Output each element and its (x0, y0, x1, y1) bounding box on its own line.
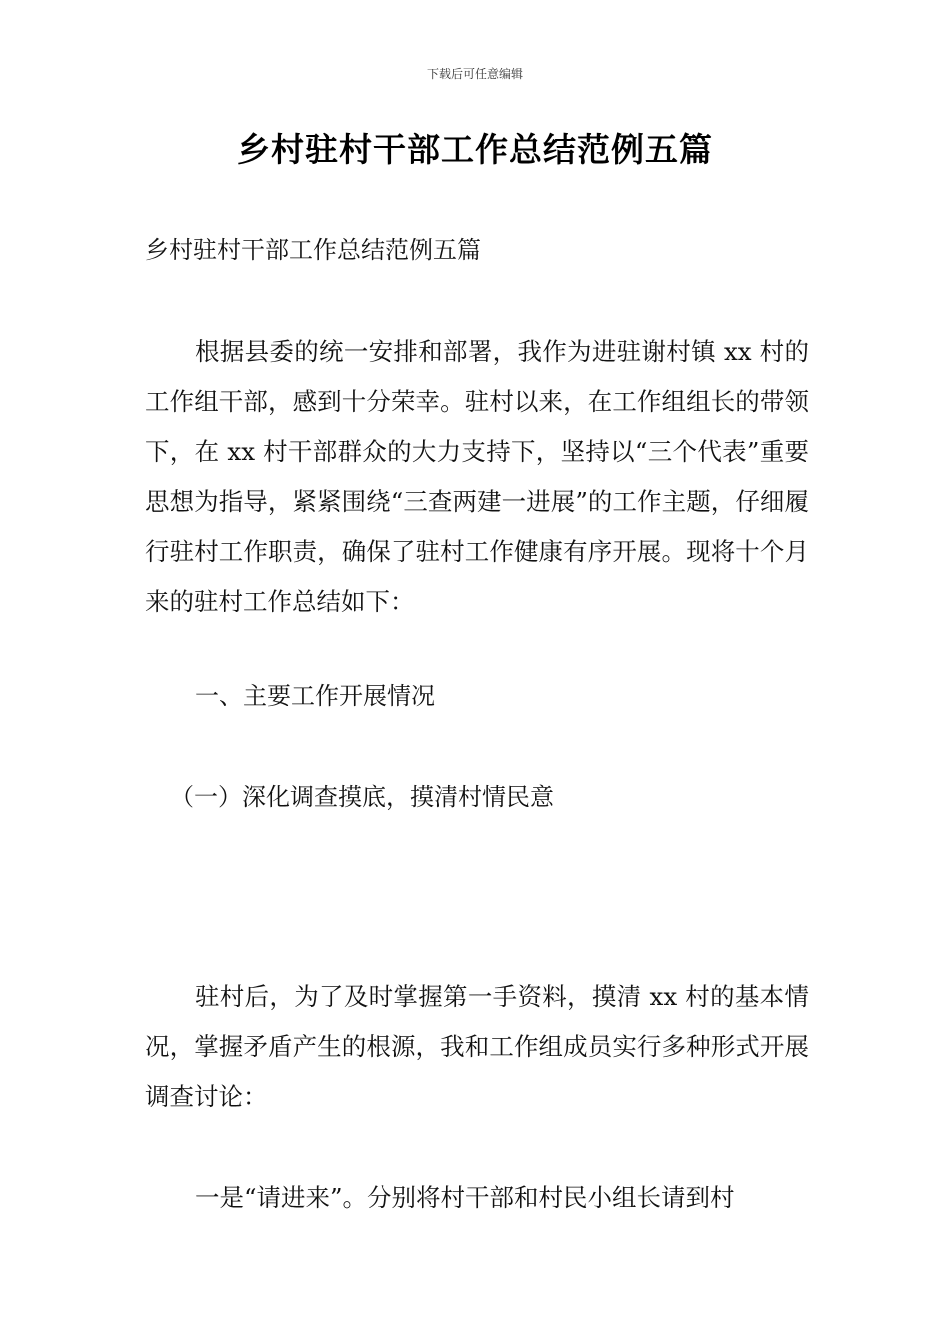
paragraph-investigation: 驻村后，为了及时掌握第一手资料，摸清 xx 村的基本情况，掌握矛盾产生的根源，我和工作组成员实行多种形式开展调查讨论： (145, 982, 809, 1111)
section-heading: 一、主要工作开展情况 (195, 682, 435, 710)
paragraph-intro: 根据县委的统一安排和部署，我作为进驻谢村镇 xx 村的工作组干部，感到十分荣幸。驻村以来，在工作组组长的带领下，在 xx 村干部群众的大力支持下，坚持以“三个代表”重要思想为指导，紧紧围绕“三查两建一进展”的工作主题，仔细履行驻村工作职责，确保了驻村工作健康有序开展。现将十个月来的驻村工作总结如下： (145, 337, 809, 616)
document-subtitle: 乡村驻村干部工作总结范例五篇 (145, 236, 481, 264)
header-note: 下载后可任意编辑 (426, 67, 523, 81)
document-title: 乡村驻村干部工作总结范例五篇 (237, 130, 713, 169)
paragraph-invite: 一是“请进来”。分别将村干部和村民小组长请到村 (195, 1183, 735, 1212)
subsection-heading: （一）深化调查摸底，摸清村情民意 (170, 783, 554, 811)
